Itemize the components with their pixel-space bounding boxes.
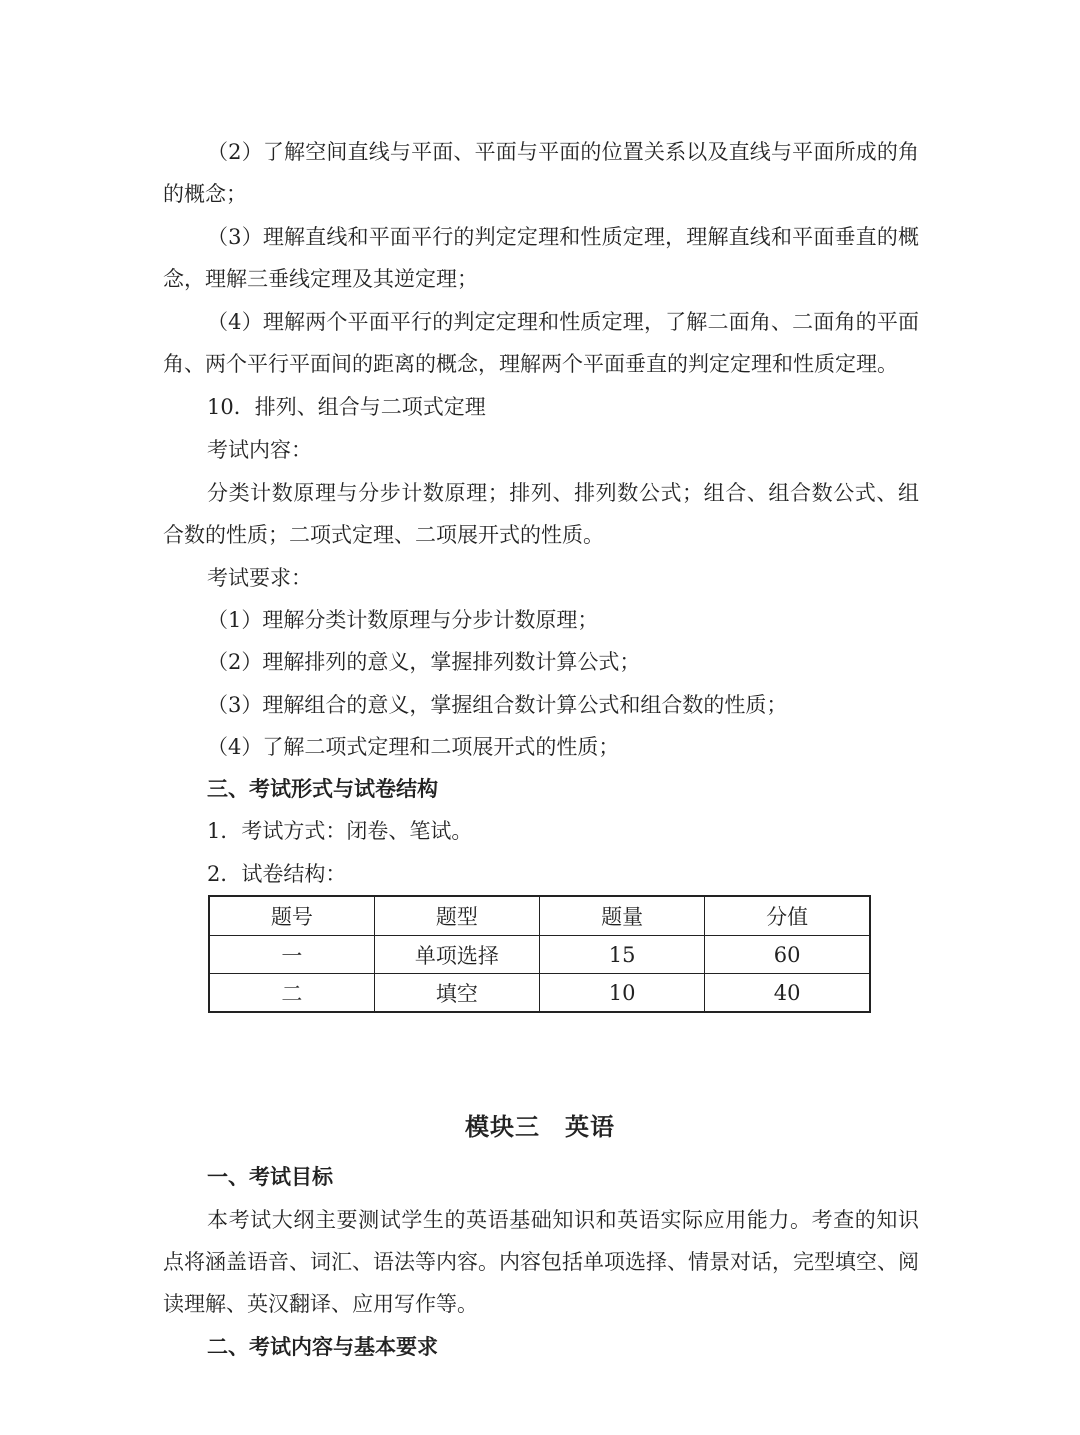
section-heading-exam-goal: 一、考试目标	[207, 1164, 333, 1189]
table-cell: 二	[209, 974, 374, 1013]
table-header-cell: 题量	[540, 896, 705, 936]
math-req-item-4: （4）理解两个平面平行的判定定理和性质定理，了解二面角、二面角的平面角、两个平行平面间的距离的概念，理解两个平面垂直的判定定理和性质定理。	[163, 310, 919, 376]
module-title: 模块三 英语	[465, 1112, 615, 1141]
math-req-item-2: （2）了解空间直线与平面、平面与平面的位置关系以及直线与平面所成的角的概念；	[163, 140, 919, 206]
paper-structure-item: 2．试卷结构：	[207, 862, 347, 886]
table-cell: 单项选择	[374, 936, 539, 974]
math-req-item-3: （3）理解直线和平面平行的判定定理和性质定理，理解直线和平面垂直的概念，理解三垂线定理及其逆定理；	[163, 225, 919, 291]
table-cell: 一	[209, 936, 374, 974]
table-row	[209, 936, 870, 974]
paper-structure-table	[208, 895, 871, 1013]
section-heading-exam-content: 二、考试内容与基本要求	[207, 1334, 438, 1359]
table-row	[209, 974, 870, 1013]
table-header-cell: 分值	[705, 896, 870, 936]
requirement-item-2: （2）理解排列的意义，掌握排列数计算公式；	[207, 650, 641, 674]
table-cell: 10	[540, 974, 705, 1013]
exam-content-text: 分类计数原理与分步计数原理；排列、排列数公式；组合、组合数公式、组合数的性质；二项式定理、二项展开式的性质。	[163, 481, 919, 547]
section-heading-exam-format: 三、考试形式与试卷结构	[207, 776, 438, 801]
exam-content-label: 考试内容：	[207, 438, 312, 462]
table-cell: 15	[540, 936, 705, 974]
table-cell: 40	[705, 974, 870, 1013]
requirement-item-3: （3）理解组合的意义，掌握组合数计算公式和组合数的性质；	[207, 693, 788, 717]
requirement-item-1: （1）理解分类计数原理与分步计数原理；	[207, 608, 599, 632]
topic-heading-10: 10．排列、组合与二项式定理	[207, 395, 486, 419]
table-cell: 填空	[374, 974, 539, 1013]
table-header-cell: 题号	[209, 896, 374, 936]
exam-requirement-label: 考试要求：	[207, 566, 312, 590]
table-cell: 60	[705, 936, 870, 974]
table-header-row	[209, 896, 870, 936]
table-header-cell: 题型	[374, 896, 539, 936]
requirement-item-4: （4）了解二项式定理和二项展开式的性质；	[207, 735, 620, 759]
exam-method-item: 1．考试方式：闭卷、笔试。	[207, 819, 473, 843]
english-intro-paragraph: 本考试大纲主要测试学生的英语基础知识和英语实际应用能力。考查的知识点将涵盖语音、词汇、语法等内容。内容包括单项选择、情景对话，完型填空、阅读理解、英汉翻译、应用写作等。	[163, 1208, 919, 1316]
